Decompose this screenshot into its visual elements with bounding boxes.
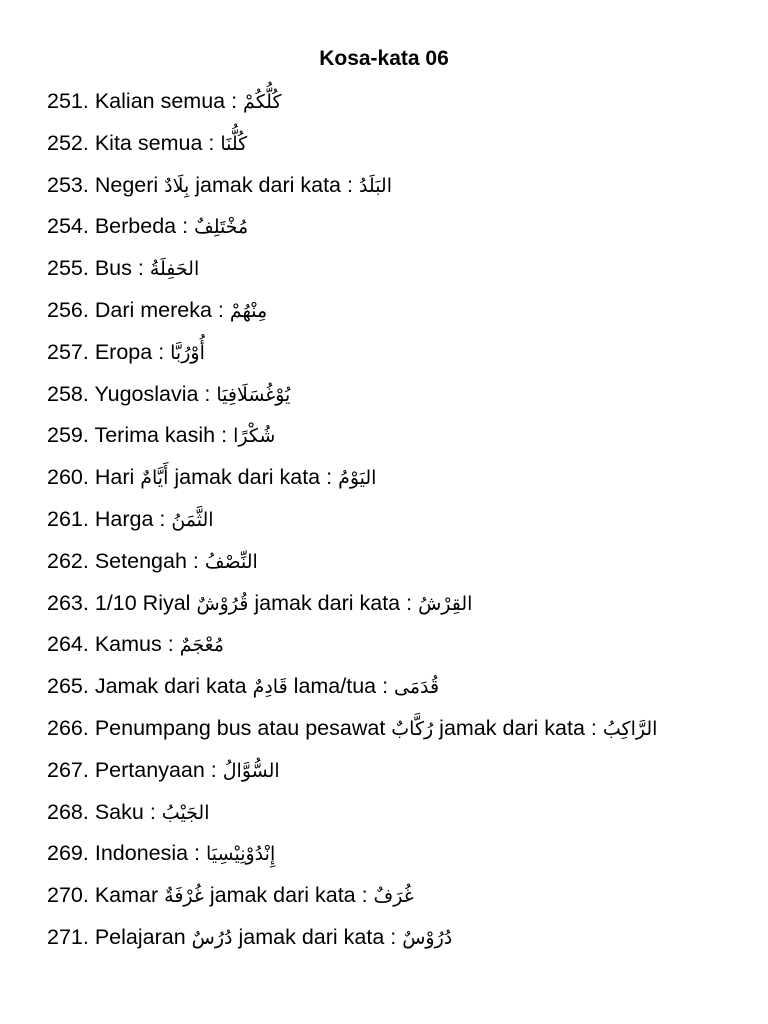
vocab-item — [47, 295, 762, 337]
vocab-text: Kamar — [94, 883, 165, 908]
vocab-number: 252. — [47, 130, 89, 155]
vocab-arabic: مُخْتَلِفٌ — [194, 216, 249, 239]
vocab-item — [47, 504, 762, 546]
vocab-text: Jamak dari kata — [94, 674, 253, 699]
vocab-number: 255. — [47, 256, 89, 281]
vocab-arabic: قَادِمٌ — [252, 676, 288, 699]
vocab-text: Hari — [94, 465, 141, 490]
vocab-arabic: دُرُسٌ — [191, 926, 233, 949]
vocab-arabic: الجَيْبُ — [161, 801, 210, 824]
vocab-arabic-root: البَلَدُ — [358, 174, 393, 197]
vocab-number: 253. — [47, 172, 89, 197]
vocab-arabic: أَيَّامٌ — [140, 467, 169, 490]
page-title: Kosa-kata 06 — [319, 47, 449, 70]
vocab-text-middle: jamak dari kata : — [203, 883, 374, 908]
vocab-item — [47, 462, 762, 504]
vocab-text-middle: lama/tua : — [287, 674, 395, 699]
vocab-number: 268. — [47, 799, 89, 824]
vocab-text: Kamus : — [94, 632, 180, 657]
vocab-arabic-root: القِرْشُ — [418, 592, 473, 615]
vocab-number: 264. — [47, 632, 89, 657]
vocab-number: 259. — [47, 423, 89, 448]
vocab-item — [47, 337, 762, 379]
vocab-text-middle: jamak dari kata : — [433, 715, 603, 740]
vocab-text: Eropa : — [94, 339, 171, 364]
vocab-text: Penumpang bus atau pesawat — [94, 715, 392, 740]
vocab-item — [47, 629, 762, 671]
vocab-item — [47, 170, 762, 212]
vocab-number: 265. — [47, 674, 89, 699]
vocab-text: Pertanyaan : — [94, 757, 223, 782]
vocab-number: 267. — [47, 757, 89, 782]
vocab-text-middle: jamak dari kata : — [248, 590, 419, 615]
vocabulary-list — [47, 86, 762, 964]
vocab-text: Indonesia : — [94, 841, 207, 866]
vocab-text: Terima kasih : — [94, 423, 234, 448]
vocab-arabic-root: اليَوْمُ — [338, 467, 377, 490]
vocab-number: 270. — [47, 883, 89, 908]
vocab-number: 256. — [47, 297, 89, 322]
vocab-arabic: النِّصْفُ — [204, 550, 258, 573]
vocab-item — [47, 128, 762, 170]
vocab-text: 1/10 Riyal — [94, 590, 197, 615]
vocab-text-middle: jamak dari kata : — [232, 924, 403, 949]
vocab-text: Dari mereka : — [94, 297, 230, 322]
vocab-text: Kalian semua : — [94, 89, 244, 113]
vocab-text: Pelajaran — [94, 924, 192, 949]
vocab-number: 269. — [47, 841, 89, 866]
vocab-arabic-root: الرَّاكِبُ — [602, 717, 658, 740]
vocab-item — [47, 86, 762, 128]
vocab-number: 271. — [47, 924, 89, 949]
vocab-number: 263. — [47, 590, 89, 615]
vocab-arabic-root: قُدَمَى — [394, 676, 440, 699]
vocab-item — [47, 253, 762, 295]
vocab-text: Harga : — [94, 506, 172, 531]
vocab-text: Setengah : — [94, 548, 205, 573]
vocab-number: 257. — [47, 339, 89, 364]
vocab-item — [47, 671, 762, 713]
vocab-arabic: رُكَّابٌ — [391, 717, 434, 740]
vocab-arabic: غُرْفَةٌ — [164, 885, 204, 908]
vocab-arabic: السُّوَّالُ — [222, 759, 280, 782]
vocab-number: 261. — [47, 506, 89, 531]
vocab-number: 262. — [47, 548, 89, 573]
vocab-number: 258. — [47, 381, 89, 406]
vocab-text: Negeri — [94, 172, 165, 197]
vocab-number: 254. — [47, 214, 89, 239]
vocab-text: Yugoslavia : — [94, 381, 217, 406]
vocab-item — [47, 588, 762, 630]
vocab-item — [47, 755, 762, 797]
vocab-arabic: الثَّمَنُ — [171, 508, 214, 531]
vocab-arabic: إِنْدُوْنِيْسِيَا — [206, 843, 276, 866]
vocab-item — [47, 420, 762, 462]
vocab-arabic: كُلُّكُمْ — [243, 91, 282, 113]
vocab-item — [47, 838, 762, 880]
vocab-arabic-root: دُرُوْسٌ — [402, 926, 453, 949]
vocab-number: 260. — [47, 465, 89, 490]
vocab-arabic: قُرُوْشٌ — [196, 592, 249, 615]
vocab-item — [47, 797, 762, 839]
vocab-arabic: أُوْرُبَّا — [170, 341, 205, 364]
vocab-text: Kita semua : — [94, 130, 221, 155]
vocab-item — [47, 546, 762, 588]
vocab-arabic-root: غُرَفٌ — [373, 885, 414, 908]
vocab-arabic: شُكْرًا — [233, 425, 276, 448]
vocab-arabic: يُوْغُسَلَافِيَا — [216, 383, 291, 406]
vocab-arabic: مُعْجَمٌ — [179, 634, 224, 657]
vocab-text: Saku : — [94, 799, 162, 824]
vocab-arabic: كُلُّنَا — [220, 132, 248, 155]
vocab-arabic: بِلَادٌ — [164, 174, 190, 197]
vocab-item — [47, 379, 762, 421]
vocab-item — [47, 211, 762, 253]
vocab-text: Berbeda : — [94, 214, 195, 239]
vocab-number: 266. — [47, 715, 89, 740]
vocab-text-middle: jamak dari kata : — [168, 465, 339, 490]
vocab-item — [47, 713, 762, 755]
vocab-number: 251. — [47, 89, 89, 113]
vocab-item — [47, 880, 762, 922]
vocab-item — [47, 922, 762, 964]
vocab-text: Bus : — [94, 256, 150, 281]
vocab-text-middle: jamak dari kata : — [189, 172, 359, 197]
vocab-arabic: مِنْهُمْ — [229, 299, 268, 322]
vocab-arabic: الحَفِلَةُ — [149, 258, 200, 281]
